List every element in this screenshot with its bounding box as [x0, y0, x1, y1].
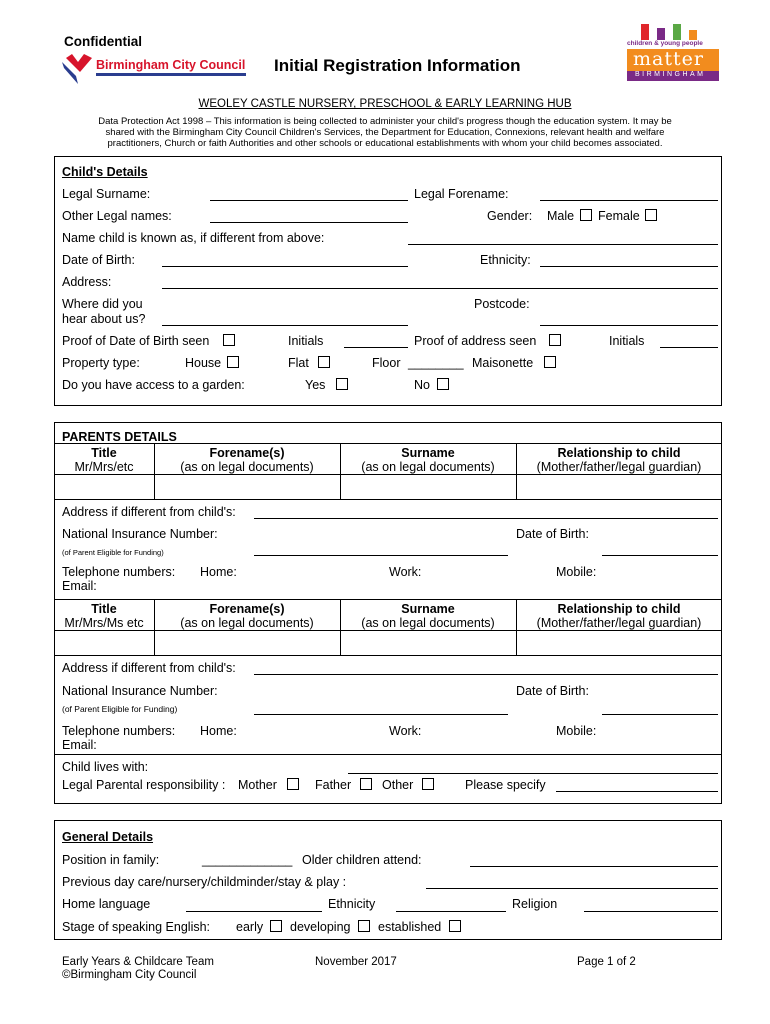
- logo-line1: children & young people: [627, 40, 703, 47]
- maisonette-label: Maisonette: [472, 356, 534, 370]
- resp-other-label: Other: [382, 778, 414, 792]
- data-protection-line1: Data Protection Act 1998 – This information is being collected to administer your child's progress though the education system. It may be: [98, 116, 672, 127]
- p2-ni-label: National Insurance Number:: [62, 684, 218, 698]
- p2-email-label: Email:: [62, 738, 97, 752]
- established-label: established: [378, 920, 442, 934]
- previous-care-field[interactable]: [426, 888, 718, 889]
- proof-address-checkbox[interactable]: [549, 334, 561, 346]
- garden-yes-label: Yes: [305, 378, 326, 392]
- p2-telephone-label: Telephone numbers:: [62, 724, 176, 738]
- general-ethnicity-label: Ethnicity: [328, 897, 376, 911]
- p2-mobile-label: Mobile:: [556, 724, 597, 738]
- where-heard-field[interactable]: [162, 325, 408, 326]
- p2-work-label: Work:: [389, 724, 422, 738]
- early-checkbox[interactable]: [270, 920, 282, 932]
- early-label: early: [236, 920, 264, 934]
- flat-label: Flat: [288, 356, 309, 370]
- garden-yes-checkbox[interactable]: [336, 378, 348, 390]
- p2-address-field[interactable]: [254, 674, 718, 675]
- p1-mobile-label: Mobile:: [556, 565, 597, 579]
- house-label: House: [185, 356, 222, 370]
- p1-address-field[interactable]: [254, 518, 718, 519]
- home-language-label: Home language: [62, 897, 151, 911]
- p1-ni-field[interactable]: [254, 555, 508, 556]
- p2-ni-field[interactable]: [254, 714, 508, 715]
- initials-label-2: Initials: [609, 334, 645, 348]
- legal-forename-label: Legal Forename:: [414, 187, 509, 201]
- p2-funding-note: (of Parent Eligible for Funding): [62, 704, 178, 714]
- religion-field[interactable]: [584, 911, 718, 912]
- p1-col-forename-sub: (as on legal documents): [180, 460, 314, 474]
- maisonette-checkbox[interactable]: [544, 356, 556, 368]
- p2-col-surname-sub: (as on legal documents): [361, 616, 495, 630]
- older-children-field[interactable]: [470, 866, 718, 867]
- logo-line3: BIRMINGHAM: [635, 71, 706, 78]
- flat-checkbox[interactable]: [318, 356, 330, 368]
- previous-care-label: Previous day care/nursery/childminder/stay & play :: [62, 875, 347, 889]
- female-checkbox[interactable]: [645, 209, 657, 221]
- council-logo-icon: [62, 54, 94, 84]
- p2-col-relationship: Relationship to child: [557, 602, 681, 616]
- p2-col-surname: Surname: [401, 602, 455, 616]
- council-name: Birmingham City Council: [96, 58, 246, 72]
- p1-col-title: Title: [91, 446, 117, 460]
- proof-dob-checkbox[interactable]: [223, 334, 235, 346]
- address-label: Address:: [62, 275, 112, 289]
- data-protection-line3: practitioners, Church or faith Authorities and other schools or educational establishments with whom your child becomes associated.: [107, 138, 663, 149]
- p1-work-label: Work:: [389, 565, 422, 579]
- developing-checkbox[interactable]: [358, 920, 370, 932]
- house-checkbox[interactable]: [227, 356, 239, 368]
- known-as-label: Name child is known as, if different from above:: [62, 231, 325, 245]
- position-field[interactable]: _____________: [202, 853, 293, 867]
- p2-address-label: Address if different from child's:: [62, 661, 236, 675]
- older-children-label: Older children attend:: [302, 853, 422, 867]
- p2-col-forename: Forename(s): [209, 602, 285, 616]
- where-heard-label-2: hear about us?: [62, 312, 146, 326]
- logo-word: matter: [633, 48, 704, 70]
- council-logo: [62, 54, 252, 88]
- garden-label: Do you have access to a garden:: [62, 378, 245, 392]
- floor-field[interactable]: ________: [408, 356, 464, 370]
- footer-team: Early Years & Childcare Team: [62, 956, 214, 968]
- other-names-label: Other Legal names:: [62, 209, 172, 223]
- page-title: Initial Registration Information: [274, 56, 521, 75]
- gender-label: Gender:: [487, 209, 533, 223]
- p2-col-title: Title: [91, 602, 117, 616]
- child-ethnicity-label: Ethnicity:: [480, 253, 531, 267]
- legal-forename-field[interactable]: [540, 200, 718, 201]
- data-protection-line2: shared with the Birmingham City Council Children's Services, the Department for Education, Connexions, relevant health and welfare: [105, 127, 665, 138]
- resp-father-checkbox[interactable]: [360, 778, 372, 790]
- resp-mother-label: Mother: [238, 778, 277, 792]
- garden-no-label: No: [414, 378, 430, 392]
- other-names-field[interactable]: [210, 222, 408, 223]
- parents-heading: PARENTS DETAILS: [62, 430, 177, 444]
- specify-label: Please specify: [465, 778, 546, 792]
- home-language-field[interactable]: [186, 911, 322, 912]
- proof-dob-label: Proof of Date of Birth seen: [62, 334, 210, 348]
- p1-col-title-sub: Mr/Mrs/etc: [74, 460, 134, 474]
- initials-field-2[interactable]: [660, 347, 718, 348]
- p2-dob-field[interactable]: [602, 714, 718, 715]
- resp-father-label: Father: [315, 778, 352, 792]
- footer-date: November 2017: [315, 956, 397, 968]
- initials-field-1[interactable]: [344, 347, 408, 348]
- male-label: Male: [547, 209, 575, 223]
- position-label: Position in family:: [62, 853, 160, 867]
- p1-address-label: Address if different from child's:: [62, 505, 236, 519]
- address-field[interactable]: [162, 288, 718, 289]
- initials-label-1: Initials: [288, 334, 324, 348]
- child-dob-label: Date of Birth:: [62, 253, 135, 267]
- female-label: Female: [598, 209, 640, 223]
- child-lives-label: Child lives with:: [62, 760, 149, 774]
- established-checkbox[interactable]: [449, 920, 461, 932]
- proof-address-label: Proof of address seen: [414, 334, 537, 348]
- postcode-field[interactable]: [540, 325, 718, 326]
- postcode-label: Postcode:: [474, 297, 530, 311]
- p1-col-forename: Forename(s): [209, 446, 285, 460]
- child-ethnicity-field[interactable]: [540, 266, 718, 267]
- p1-email-label: Email:: [62, 579, 97, 593]
- table1-bottom: [54, 499, 722, 500]
- legal-resp-label: Legal Parental responsibility :: [62, 778, 226, 792]
- legal-surname-field[interactable]: [210, 200, 408, 201]
- general-ethnicity-field[interactable]: [396, 911, 506, 912]
- p2-home-label: Home:: [200, 724, 237, 738]
- resp-other-checkbox[interactable]: [422, 778, 434, 790]
- p2-dob-label: Date of Birth:: [516, 684, 589, 698]
- child-heading: Child's Details: [62, 165, 148, 179]
- nursery-name: WEOLEY CASTLE NURSERY, PRESCHOOL & EARLY LEARNING HUB: [198, 98, 572, 110]
- p1-col-relationship: Relationship to child: [557, 446, 681, 460]
- general-heading: General Details: [62, 830, 154, 844]
- p1-telephone-label: Telephone numbers:: [62, 565, 176, 579]
- property-type-label: Property type:: [62, 356, 140, 370]
- resp-mother-checkbox[interactable]: [287, 778, 299, 790]
- p1-funding-note: (of Parent Eligible for Funding): [62, 548, 164, 557]
- male-checkbox[interactable]: [580, 209, 592, 221]
- specify-field[interactable]: [556, 791, 718, 792]
- p1-col-surname-sub: (as on legal documents): [361, 460, 495, 474]
- developing-label: developing: [290, 920, 351, 934]
- council-underline: [96, 73, 246, 76]
- child-lives-divider: [54, 754, 722, 755]
- legal-surname-label: Legal Surname:: [62, 187, 151, 201]
- p2-col-title-sub: Mr/Mrs/Ms etc: [64, 616, 144, 630]
- floor-label: Floor: [372, 356, 401, 370]
- child-dob-field[interactable]: [162, 266, 408, 267]
- p1-dob-label: Date of Birth:: [516, 527, 589, 541]
- where-heard-label-1: Where did you: [62, 297, 143, 311]
- known-as-field[interactable]: [408, 244, 718, 245]
- p1-col-relationship-sub: (Mother/father/legal guardian): [536, 460, 702, 474]
- cypm-logo: [627, 24, 719, 82]
- p1-home-label: Home:: [200, 565, 237, 579]
- p1-ni-label: National Insurance Number:: [62, 527, 218, 541]
- confidential-label: Confidential: [64, 34, 142, 49]
- footer-page: Page 1 of 2: [577, 956, 636, 968]
- garden-no-checkbox[interactable]: [437, 378, 449, 390]
- p1-col-surname: Surname: [401, 446, 455, 460]
- p2-col-relationship-sub: (Mother/father/legal guardian): [536, 616, 702, 630]
- child-lives-field[interactable]: [348, 773, 718, 774]
- table2-bottom: [54, 655, 722, 656]
- footer-copyright: ©Birmingham City Council: [62, 969, 197, 981]
- p2-col-forename-sub: (as on legal documents): [180, 616, 314, 630]
- stage-english-label: Stage of speaking English:: [62, 920, 211, 934]
- p1-dob-field[interactable]: [602, 555, 718, 556]
- religion-label: Religion: [512, 897, 558, 911]
